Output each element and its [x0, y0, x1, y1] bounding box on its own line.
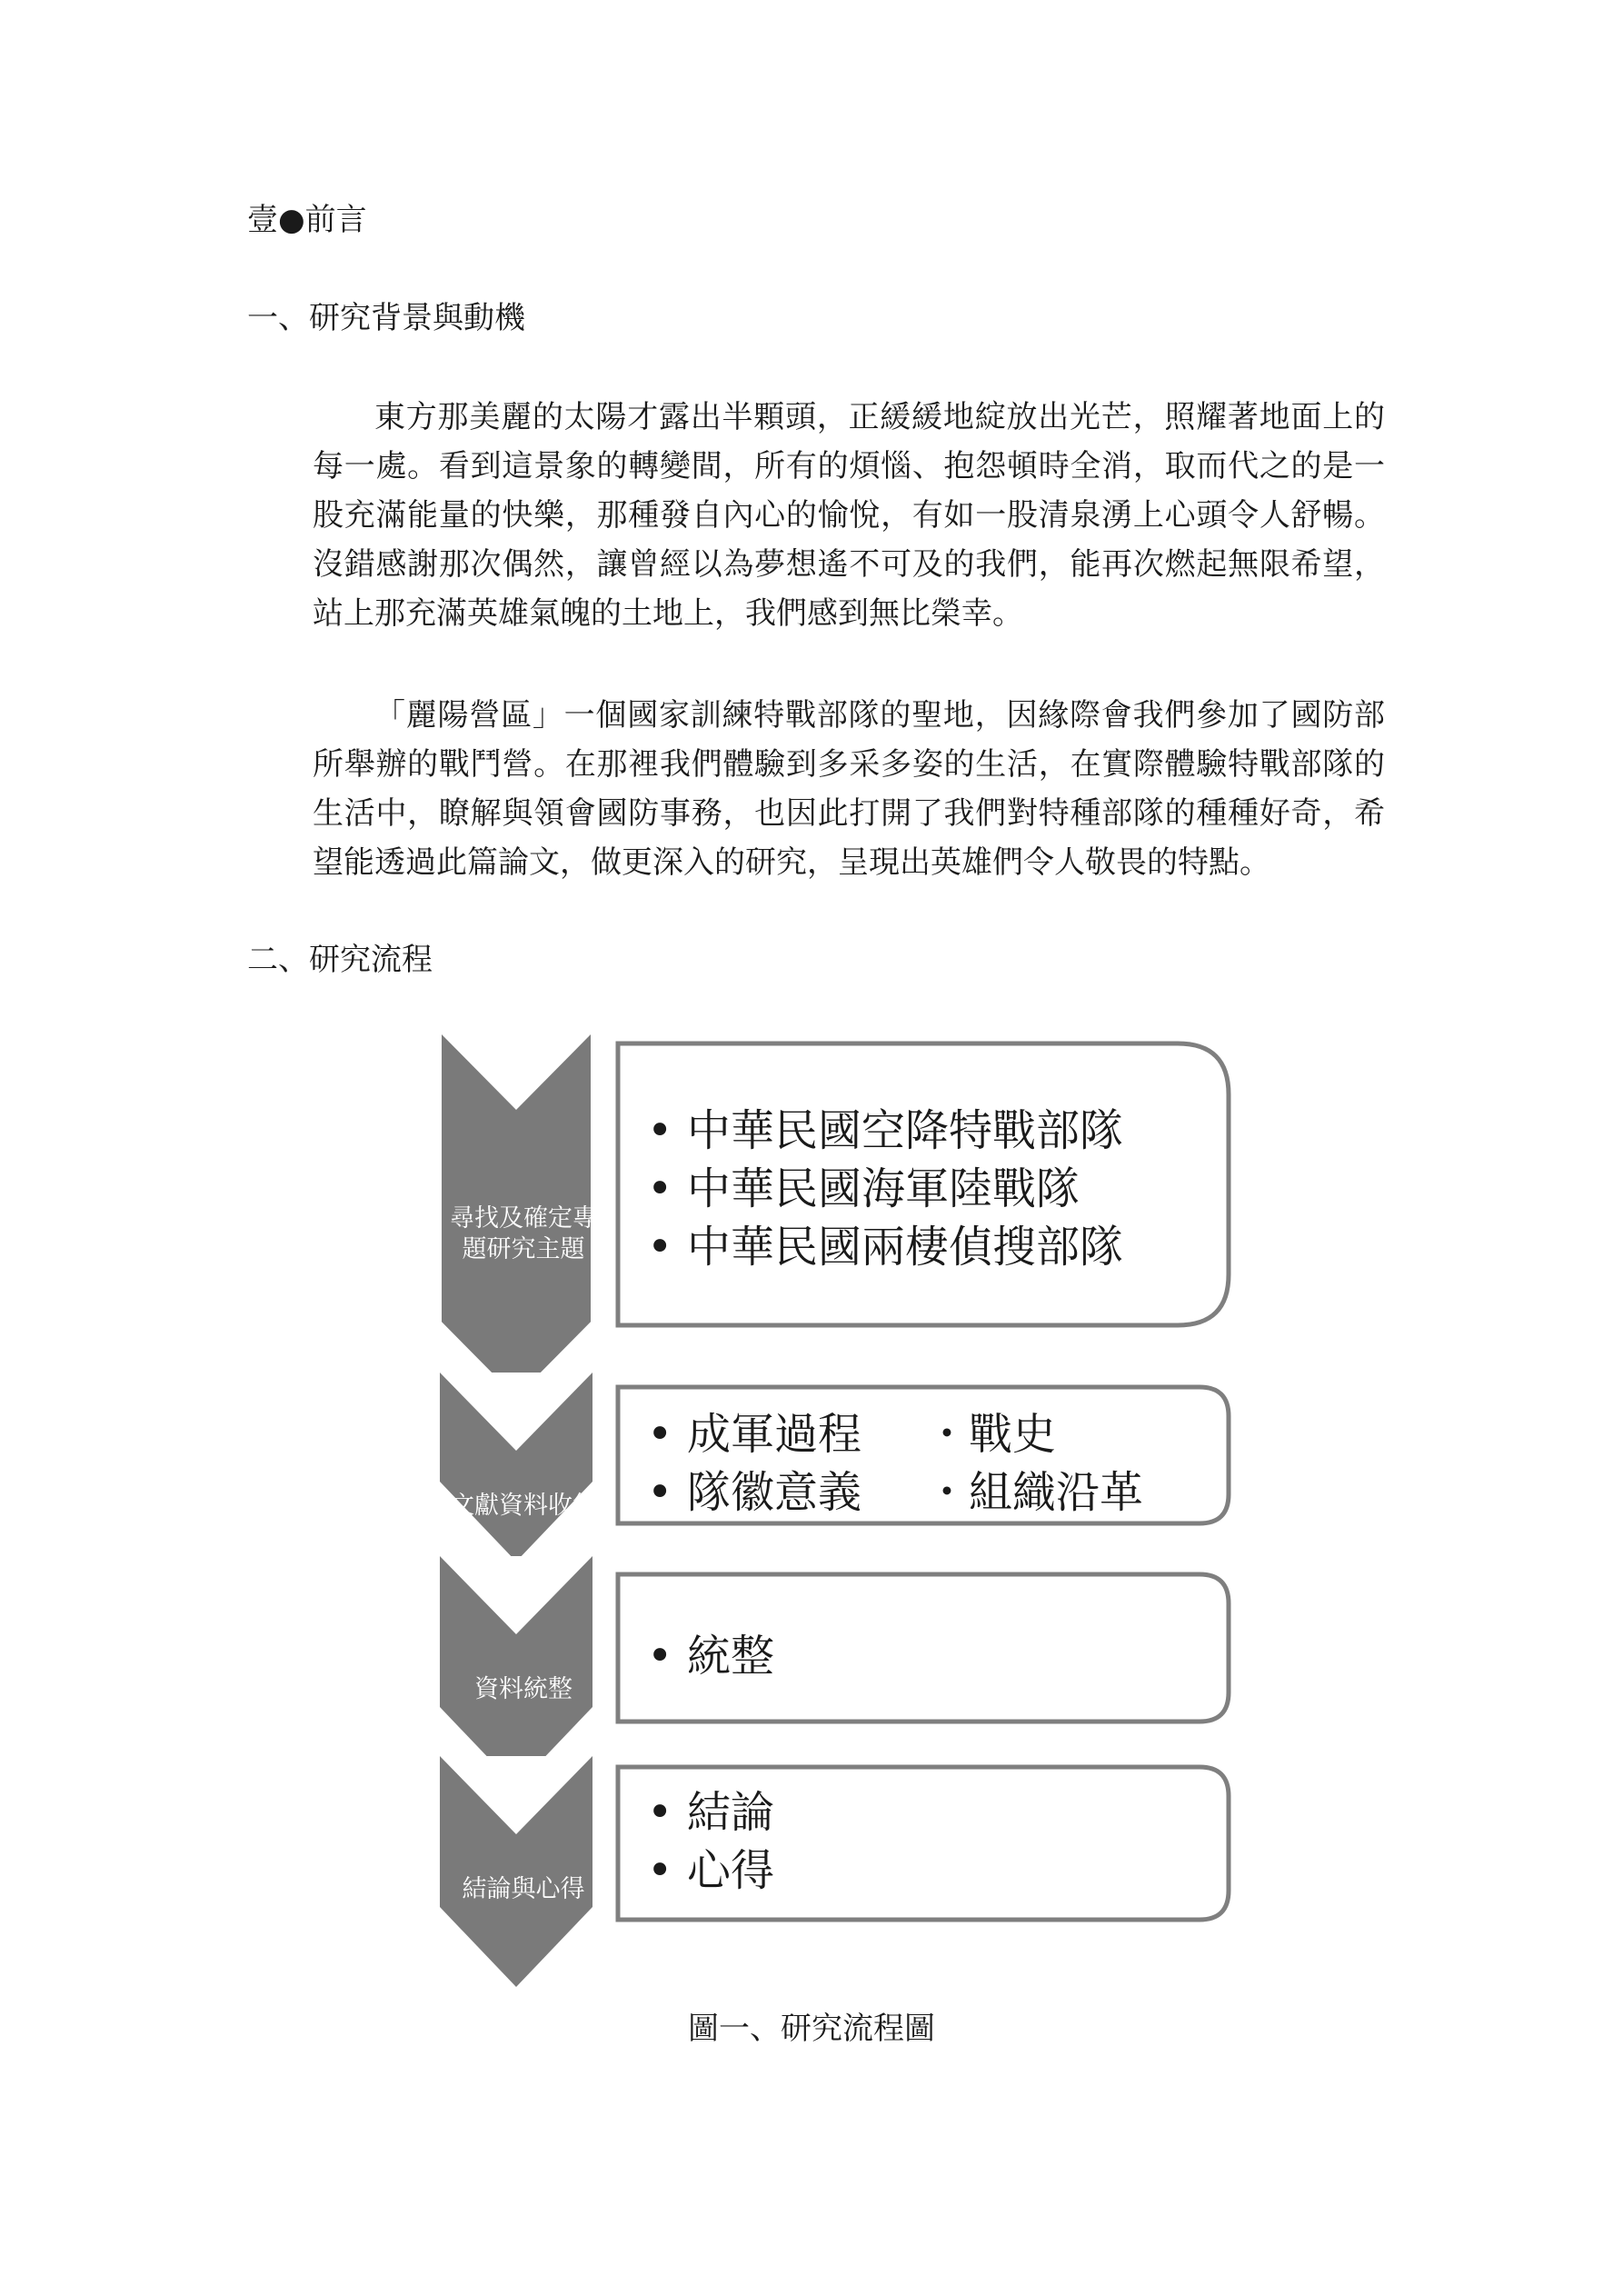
- section-heading-process: 二、研究流程: [247, 942, 433, 978]
- stage-4-items: [647, 1783, 774, 1900]
- bullet-icon: •: [647, 1467, 673, 1518]
- list-item: ・戰史: [925, 1409, 1057, 1460]
- bullet-icon: •: [647, 1222, 673, 1273]
- figure-caption: 圖一、研究流程圖: [688, 2011, 935, 2047]
- paragraph-motivation: 「麗陽營區」一個國家訓練特戰部隊的聖地，因緣際會我們參加了國防部所舉辦的戰鬥營。在那裡我們體驗到多采多姿的生活，在實際體驗特戰部隊的生活中，瞭解與領會國防事務，也因此打開了我們對特種部隊的種種好奇，希望能透過此篇論文，做更深入的研究，呈現出英雄們令人敬畏的特點。: [313, 697, 1385, 881]
- list-item: • 隊徽意義: [647, 1463, 861, 1522]
- bullet-icon: •: [647, 1845, 673, 1896]
- list-item: ・組織沿革: [925, 1467, 1144, 1518]
- stage-label-4: 結論與心得: [462, 1875, 585, 1903]
- stage-2-secondary-items: [925, 1405, 1143, 1522]
- list-item: • 成軍過程: [647, 1405, 861, 1463]
- section-heading-background: 一、研究背景與動機: [247, 300, 525, 336]
- stage-1-items: [647, 1102, 1123, 1276]
- stage-2-items: [647, 1405, 861, 1522]
- stage-label-3: 資料統整: [474, 1675, 573, 1703]
- list-item: • 中華民國海軍陸戰隊: [647, 1160, 1123, 1218]
- bullet-icon: •: [647, 1409, 673, 1460]
- bullet-icon: •: [647, 1787, 673, 1838]
- bullet-icon: •: [647, 1163, 673, 1214]
- list-item: • 中華民國空降特戰部隊: [647, 1102, 1123, 1160]
- list-item: • 心得: [647, 1842, 774, 1900]
- stage-3-items: [647, 1627, 774, 1685]
- list-item: • 結論: [647, 1783, 774, 1842]
- list-item: • 中華民國兩棲偵搜部隊: [647, 1218, 1123, 1276]
- bullet-icon: •: [647, 1105, 673, 1156]
- stage-label-1: [443, 1203, 603, 1265]
- paragraph-background: 東方那美麗的太陽才露出半顆頭，正緩緩地綻放出光芒，照耀著地面上的每一處。看到這景象的轉變間，所有的煩惱、抱怨頓時全消，取而代之的是一股充滿能量的快樂，那種發自內心的愉悅，有如一股清泉湧上心頭令人舒暢。沒錯感謝那次偶然，讓曾經以為夢想遙不可及的我們，能再次燃起無限希望，站上那充滿英雄氣魄的土地上，我們感到無比榮幸。: [313, 399, 1385, 632]
- stage-label-1-line2: 題研究主題: [462, 1235, 585, 1263]
- stage-label-2: 文獻資料收集: [450, 1492, 597, 1520]
- bullet-icon: •: [647, 1631, 673, 1682]
- stage-label-1-line1: 尋找及確定專: [450, 1204, 597, 1233]
- chapter-heading: 壹●前言: [247, 202, 367, 238]
- list-item: • 統整: [647, 1627, 774, 1685]
